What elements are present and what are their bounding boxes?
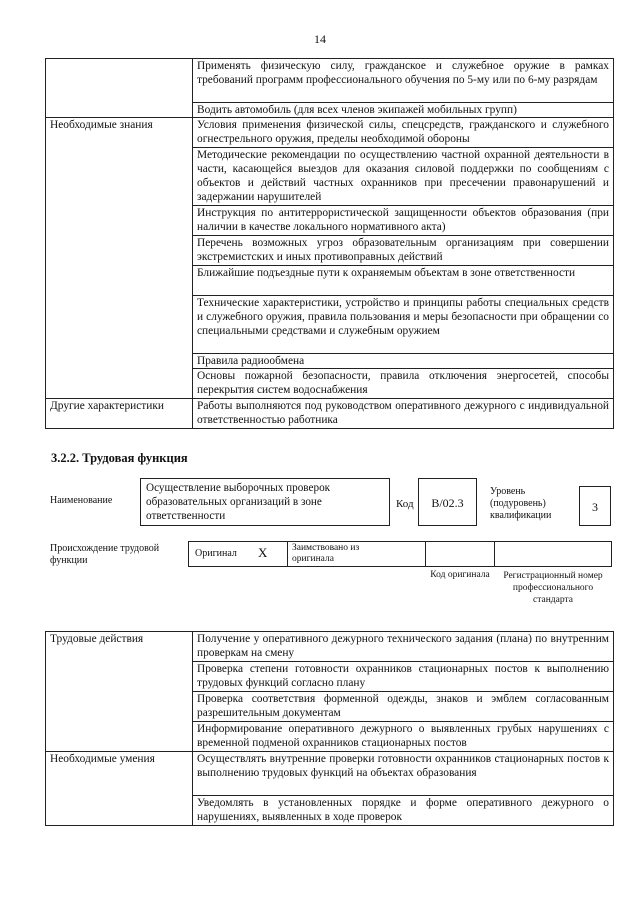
name-label: Наименование <box>50 495 113 506</box>
level-label: Уровень (подуровень) квалификации <box>490 486 552 521</box>
actions-table <box>45 631 614 826</box>
function-name: Осуществление выборочных проверок образовательных организаций в зоне ответственности <box>146 482 331 522</box>
level-value: 3 <box>592 500 598 514</box>
row-text: Перечень возможных угроз образовательным организациям при совершении экстремистских и иных противоправных действий <box>193 236 614 266</box>
row-text: Проверка соответствия форменной одежды, знаков и эмблем согласованным разрешительным документам <box>193 692 614 722</box>
original-label: Оригинал <box>195 548 237 559</box>
row-text: Информирование оперативного дежурного о выявленных грубых нарушениях с временной подменой охранников стационарных постов <box>193 722 614 752</box>
reg-caption: Регистрационный номер профессионального стандарта <box>503 571 603 605</box>
row-text: Методические рекомендации по осуществлению частной охранной деятельности в части, касающейся выездов для оказания силовой поддержки по сообщениям с объектов и действий частных охранников при пресечении правонарушений и задержании нарушителей <box>193 148 614 206</box>
row-label-skills: Необходимые умения <box>46 752 193 826</box>
row-text: Технические характеристики, устройство и принципы работы специальных средств и служебного оружия, правила пользования и меры безопасности при обращении со специальными средствами и служебным оружием <box>193 296 614 354</box>
row-text: Работы выполняются под руководством оперативного дежурного с индивидуальной ответственностью работника <box>193 399 614 429</box>
row-text: Инструкция по антитеррористической защищенности объектов образования (при наличии в качестве локального нормативного акта) <box>193 206 614 236</box>
table-row <box>46 752 614 796</box>
code-box <box>418 478 477 526</box>
row-text: Получение у оперативного дежурного технического задания (плана) по внутренним проверкам на смену <box>193 632 614 662</box>
row-text: Водить автомобиль (для всех членов экипажей мобильных групп) <box>193 103 614 118</box>
row-text: Ближайшие подъездные пути к охраняемым объектам в зоне ответственности <box>193 266 614 296</box>
code-label: Код <box>396 498 414 510</box>
original-mark: X <box>258 545 268 560</box>
table-row <box>46 632 614 662</box>
table-row <box>46 118 614 148</box>
level-box <box>579 486 611 526</box>
table-row <box>46 59 614 103</box>
row-label-other: Другие характеристики <box>46 399 193 429</box>
row-text: Применять физическую силу, гражданское и служебное оружие в рамках требований программ профессионального обучения по 5-му или по 6-му разрядам <box>193 59 614 103</box>
row-text: Условия применения физической силы, спецсредств, гражданского и служебного огнестрельного оружия, пределы необходимой обороны <box>193 118 614 148</box>
original-code-cell <box>425 541 495 567</box>
row-text: Проверка степени готовности охранников стационарных постов к выполнению трудовых функций согласно плану <box>193 662 614 692</box>
row-text: Уведомлять в установленных порядке и форме оперативного дежурного о нарушениях, выявленных в ходе проверок <box>193 796 614 826</box>
row-text: Основы пожарной безопасности, правила отключения энергосетей, способы перекрытия систем водоснабжения <box>193 369 614 399</box>
borrowed-label: Заимствовано из оригинала <box>292 543 360 564</box>
section-heading: 3.2.2. Трудовая функция <box>51 451 188 465</box>
origin-label: Происхождение трудовой функции <box>50 543 160 566</box>
row-label-actions: Трудовые действия <box>46 632 193 752</box>
row-label-knowledge: Необходимые знания <box>46 118 193 399</box>
table-row <box>46 399 614 429</box>
requirements-table-continued <box>45 58 614 429</box>
row-label <box>46 59 193 118</box>
function-name-box <box>140 478 390 526</box>
code-caption: Код оригинала <box>430 570 490 580</box>
row-text: Осуществлять внутренние проверки готовности охранников стационарных постов к выполнению трудовых функций на объектах образования <box>193 752 614 796</box>
row-text: Правила радиообмена <box>193 354 614 369</box>
code-value: В/02.3 <box>431 496 464 510</box>
page-number: 14 <box>314 32 326 46</box>
